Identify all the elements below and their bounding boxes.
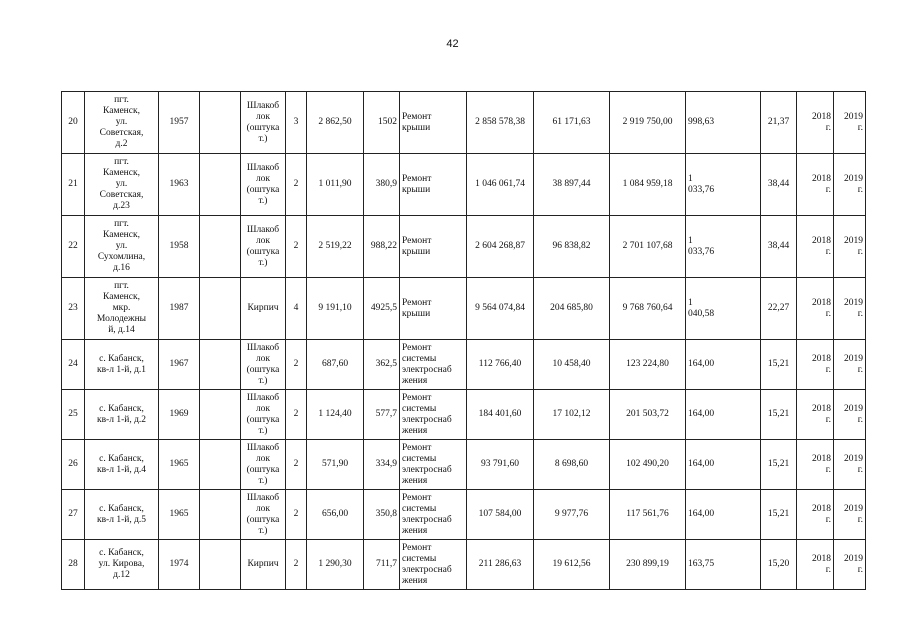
total-area-cell: 2 519,22 — [307, 216, 364, 278]
work-type-cell: Ремонт системы электроснаб жения — [400, 390, 467, 440]
address-cell: с. Кабанск, кв-л 1-й, д.1 — [85, 340, 159, 390]
floors-cell: 2 — [286, 490, 307, 540]
percent-cell: 21,37 — [761, 92, 797, 154]
unit-cost-cell: 1 033,76 — [686, 154, 761, 216]
living-area-cell: 988,22 — [364, 216, 400, 278]
living-area-cell: 350,8 — [364, 490, 400, 540]
total-cost-cell: 2 701 107,68 — [610, 216, 686, 278]
start-year-cell: 2018 г. — [797, 390, 834, 440]
unit-cost-cell: 163,75 — [686, 540, 761, 590]
end-year-cell: 2019 г. — [834, 390, 866, 440]
start-year-cell: 2018 г. — [797, 92, 834, 154]
total-area-cell: 1 011,90 — [307, 154, 364, 216]
work-type-cell: Ремонт крыши — [400, 92, 467, 154]
start-year-cell: 2018 г. — [797, 540, 834, 590]
row-number: 23 — [62, 278, 85, 340]
floors-cell: 2 — [286, 340, 307, 390]
end-year-cell: 2019 г. — [834, 540, 866, 590]
work-type-cell: Ремонт системы электроснаб жения — [400, 340, 467, 390]
build-year-cell: 1965 — [159, 490, 200, 540]
address-cell: с. Кабанск, кв-л 1-й, д.2 — [85, 390, 159, 440]
table-row — [62, 216, 866, 278]
percent-cell: 22,27 — [761, 278, 797, 340]
percent-cell: 38,44 — [761, 216, 797, 278]
living-area-cell: 577,7 — [364, 390, 400, 440]
row-number: 24 — [62, 340, 85, 390]
address-cell: пгт. Каменск, мкр. Молодежны й, д.14 — [85, 278, 159, 340]
percent-cell: 15,21 — [761, 340, 797, 390]
work-type-cell: Ремонт системы электроснаб жения — [400, 440, 467, 490]
total-area-cell: 656,00 — [307, 490, 364, 540]
living-area-cell: 334,9 — [364, 440, 400, 490]
end-year-cell: 2019 г. — [834, 278, 866, 340]
floors-cell: 3 — [286, 92, 307, 154]
total-area-cell: 2 862,50 — [307, 92, 364, 154]
start-year-cell: 2018 г. — [797, 154, 834, 216]
unit-cost-cell: 1 040,58 — [686, 278, 761, 340]
end-year-cell: 2019 г. — [834, 216, 866, 278]
address-cell: пгт. Каменск, ул. Советская, д.23 — [85, 154, 159, 216]
wall-material-cell: Шлакоб лок (оштука т.) — [241, 340, 286, 390]
start-year-cell: 2018 г. — [797, 340, 834, 390]
blank-cell — [200, 92, 241, 154]
table-row — [62, 440, 866, 490]
row-number: 28 — [62, 540, 85, 590]
percent-cell: 38,44 — [761, 154, 797, 216]
extra-cost-cell: 17 102,12 — [534, 390, 610, 440]
cost-cell: 107 584,00 — [467, 490, 534, 540]
extra-cost-cell: 10 458,40 — [534, 340, 610, 390]
table-row — [62, 92, 866, 154]
cost-cell: 112 766,40 — [467, 340, 534, 390]
wall-material-cell: Шлакоб лок (оштука т.) — [241, 216, 286, 278]
total-area-cell: 1 290,30 — [307, 540, 364, 590]
start-year-cell: 2018 г. — [797, 216, 834, 278]
blank-cell — [200, 278, 241, 340]
living-area-cell: 362,5 — [364, 340, 400, 390]
table-row — [62, 390, 866, 440]
row-number: 27 — [62, 490, 85, 540]
build-year-cell: 1963 — [159, 154, 200, 216]
floors-cell: 2 — [286, 440, 307, 490]
build-year-cell: 1957 — [159, 92, 200, 154]
address-cell: пгт. Каменск, ул. Сухомлина, д.16 — [85, 216, 159, 278]
total-area-cell: 1 124,40 — [307, 390, 364, 440]
row-number: 26 — [62, 440, 85, 490]
wall-material-cell: Шлакоб лок (оштука т.) — [241, 490, 286, 540]
wall-material-cell: Кирпич — [241, 540, 286, 590]
housing-repair-table — [61, 91, 866, 590]
address-cell: с. Кабанск, кв-л 1-й, д.4 — [85, 440, 159, 490]
unit-cost-cell: 998,63 — [686, 92, 761, 154]
extra-cost-cell: 8 698,60 — [534, 440, 610, 490]
work-type-cell: Ремонт крыши — [400, 216, 467, 278]
unit-cost-cell: 164,00 — [686, 440, 761, 490]
table-row — [62, 340, 866, 390]
table-row — [62, 278, 866, 340]
address-cell: с. Кабанск, кв-л 1-й, д.5 — [85, 490, 159, 540]
row-number: 20 — [62, 92, 85, 154]
floors-cell: 2 — [286, 154, 307, 216]
floors-cell: 4 — [286, 278, 307, 340]
blank-cell — [200, 340, 241, 390]
work-type-cell: Ремонт системы электроснаб жения — [400, 490, 467, 540]
table-row — [62, 490, 866, 540]
wall-material-cell: Кирпич — [241, 278, 286, 340]
build-year-cell: 1965 — [159, 440, 200, 490]
end-year-cell: 2019 г. — [834, 440, 866, 490]
percent-cell: 15,21 — [761, 440, 797, 490]
cost-cell: 2 604 268,87 — [467, 216, 534, 278]
total-cost-cell: 2 919 750,00 — [610, 92, 686, 154]
build-year-cell: 1967 — [159, 340, 200, 390]
living-area-cell: 711,7 — [364, 540, 400, 590]
end-year-cell: 2019 г. — [834, 154, 866, 216]
floors-cell: 2 — [286, 390, 307, 440]
unit-cost-cell: 164,00 — [686, 340, 761, 390]
blank-cell — [200, 440, 241, 490]
build-year-cell: 1987 — [159, 278, 200, 340]
blank-cell — [200, 540, 241, 590]
extra-cost-cell: 204 685,80 — [534, 278, 610, 340]
extra-cost-cell: 96 838,82 — [534, 216, 610, 278]
total-area-cell: 9 191,10 — [307, 278, 364, 340]
build-year-cell: 1974 — [159, 540, 200, 590]
cost-cell: 93 791,60 — [467, 440, 534, 490]
start-year-cell: 2018 г. — [797, 278, 834, 340]
total-cost-cell: 9 768 760,64 — [610, 278, 686, 340]
page-number: 42 — [446, 38, 459, 50]
row-number: 25 — [62, 390, 85, 440]
floors-cell: 2 — [286, 540, 307, 590]
unit-cost-cell: 164,00 — [686, 390, 761, 440]
percent-cell: 15,21 — [761, 490, 797, 540]
floors-cell: 2 — [286, 216, 307, 278]
build-year-cell: 1958 — [159, 216, 200, 278]
end-year-cell: 2019 г. — [834, 490, 866, 540]
living-area-cell: 380,9 — [364, 154, 400, 216]
blank-cell — [200, 216, 241, 278]
living-area-cell: 4925,5 — [364, 278, 400, 340]
total-cost-cell: 102 490,20 — [610, 440, 686, 490]
blank-cell — [200, 390, 241, 440]
total-cost-cell: 117 561,76 — [610, 490, 686, 540]
wall-material-cell: Шлакоб лок (оштука т.) — [241, 390, 286, 440]
table-row — [62, 154, 866, 216]
percent-cell: 15,20 — [761, 540, 797, 590]
wall-material-cell: Шлакоб лок (оштука т.) — [241, 440, 286, 490]
extra-cost-cell: 19 612,56 — [534, 540, 610, 590]
end-year-cell: 2019 г. — [834, 92, 866, 154]
total-cost-cell: 230 899,19 — [610, 540, 686, 590]
living-area-cell: 1502 — [364, 92, 400, 154]
build-year-cell: 1969 — [159, 390, 200, 440]
total-area-cell: 687,60 — [307, 340, 364, 390]
start-year-cell: 2018 г. — [797, 490, 834, 540]
unit-cost-cell: 164,00 — [686, 490, 761, 540]
wall-material-cell: Шлакоб лок (оштука т.) — [241, 154, 286, 216]
wall-material-cell: Шлакоб лок (оштука т.) — [241, 92, 286, 154]
blank-cell — [200, 490, 241, 540]
unit-cost-cell: 1 033,76 — [686, 216, 761, 278]
cost-cell: 9 564 074,84 — [467, 278, 534, 340]
work-type-cell: Ремонт системы электроснаб жения — [400, 540, 467, 590]
end-year-cell: 2019 г. — [834, 340, 866, 390]
start-year-cell: 2018 г. — [797, 440, 834, 490]
extra-cost-cell: 9 977,76 — [534, 490, 610, 540]
row-number: 22 — [62, 216, 85, 278]
blank-cell — [200, 154, 241, 216]
address-cell: с. Кабанск, ул. Кирова, д.12 — [85, 540, 159, 590]
percent-cell: 15,21 — [761, 390, 797, 440]
total-area-cell: 571,90 — [307, 440, 364, 490]
table-row — [62, 540, 866, 590]
total-cost-cell: 1 084 959,18 — [610, 154, 686, 216]
cost-cell: 184 401,60 — [467, 390, 534, 440]
cost-cell: 1 046 061,74 — [467, 154, 534, 216]
address-cell: пгт. Каменск, ул. Советская, д.2 — [85, 92, 159, 154]
cost-cell: 211 286,63 — [467, 540, 534, 590]
work-type-cell: Ремонт крыши — [400, 278, 467, 340]
extra-cost-cell: 61 171,63 — [534, 92, 610, 154]
total-cost-cell: 123 224,80 — [610, 340, 686, 390]
total-cost-cell: 201 503,72 — [610, 390, 686, 440]
work-type-cell: Ремонт крыши — [400, 154, 467, 216]
row-number: 21 — [62, 154, 85, 216]
extra-cost-cell: 38 897,44 — [534, 154, 610, 216]
cost-cell: 2 858 578,38 — [467, 92, 534, 154]
